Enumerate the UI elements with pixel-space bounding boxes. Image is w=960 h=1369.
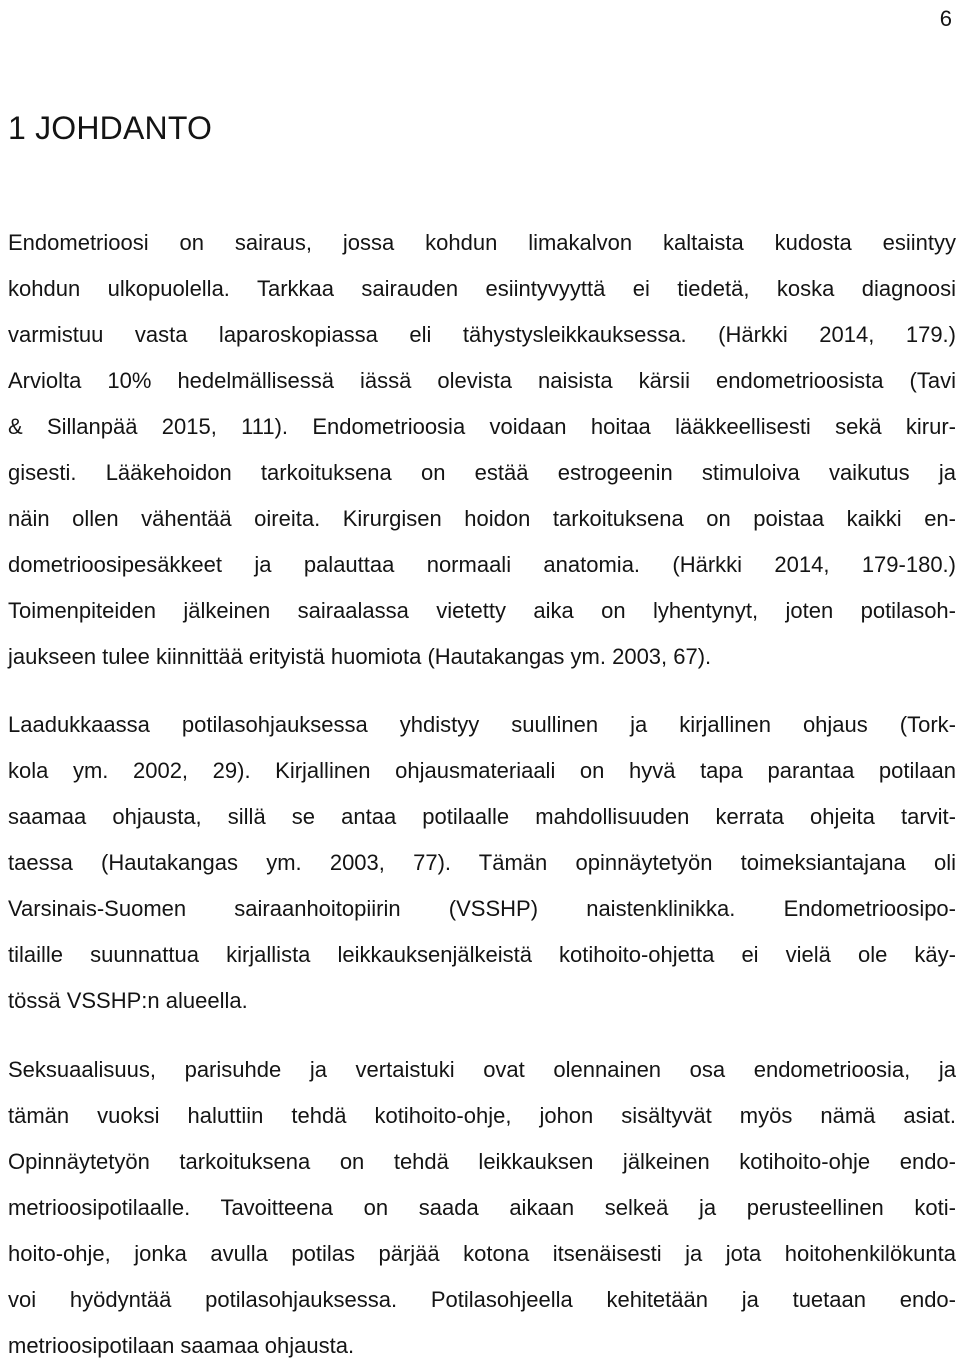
text-line: Endometrioosi on sairaus, jossa kohdun limakalvon kaltaista kudosta esiintyy — [8, 230, 956, 255]
text-line: tilaille suunnattua kirjallista leikkauksenjälkeistä kotihoito-ohjetta ei vielä ole käy- — [8, 942, 956, 967]
text-line: gisesti. Lääkehoidon tarkoituksena on estää estrogeenin stimuloiva vaikutus ja — [8, 460, 956, 485]
text-line: Laadukkaassa potilasohjauksessa yhdistyy suullinen ja kirjallinen ohjaus (Tork- — [8, 712, 956, 737]
text-line: voi hyödyntää potilasohjauksessa. Potilasohjeella kehitetään ja tuetaan endo- — [8, 1287, 956, 1312]
text-line: varmistuu vasta laparoskopiassa eli tähystysleikkauksessa. (Härkki 2014, 179.) — [8, 322, 956, 347]
paragraph-patient-guidance — [8, 702, 956, 1024]
text-line: hoito-ohje, jonka avulla potilas pärjää kotona itsenäisesti ja jota hoitohenkilökunta — [8, 1241, 956, 1266]
text-line: metrioosipotilaan saamaa ohjausta. — [8, 1333, 355, 1358]
paragraph-purpose — [8, 1047, 956, 1369]
text-line: tämän vuoksi haluttiin tehdä kotihoito-ohje, johon sisältyvät myös nämä asiat. — [8, 1103, 956, 1128]
text-line: taessa (Hautakangas ym. 2003, 77). Tämän opinnäytetyön toimeksiantajana oli — [8, 850, 956, 875]
text-line: saamaa ohjausta, sillä se antaa potilaalle mahdollisuuden kerrata ohjeita tarvit- — [8, 804, 956, 829]
text-line: metrioosipotilaalle. Tavoitteena on saada aikaan selkeä ja perusteellinen koti- — [8, 1195, 956, 1220]
page-number: 6 — [939, 6, 952, 31]
text-line: jaukseen tulee kiinnittää erityistä huomiota (Hautakangas ym. 2003, 67). — [8, 644, 712, 669]
chapter-heading: 1 JOHDANTO — [8, 110, 213, 146]
text-line: kola ym. 2002, 29). Kirjallinen ohjausmateriaali on hyvä tapa parantaa potilaan — [8, 758, 956, 783]
text-line: Seksuaalisuus, parisuhde ja vertaistuki ovat olennainen osa endometrioosia, ja — [8, 1057, 956, 1082]
text-line: tössä VSSHP:n alueella. — [8, 988, 248, 1013]
text-line: Arviolta 10% hedelmällisessä iässä olevista naisista kärsii endometrioosista (Tavi — [8, 368, 956, 393]
text-line: Opinnäytetyön tarkoituksena on tehdä leikkauksen jälkeinen kotihoito-ohje endo- — [8, 1149, 956, 1174]
text-line: näin ollen vähentää oireita. Kirurgisen hoidon tarkoituksena on poistaa kaikki en- — [8, 506, 956, 531]
paragraph-introduction — [8, 220, 956, 680]
text-line: Toimenpiteiden jälkeinen sairaalassa vietetty aika on lyhentynyt, joten potilasoh- — [8, 598, 956, 623]
text-line: kohdun ulkopuolella. Tarkkaa sairauden esiintyvyyttä ei tiedetä, koska diagnoosi — [8, 276, 956, 301]
text-line: Varsinais-Suomen sairaanhoitopiirin (VSSHP) naistenklinikka. Endometrioosipo- — [8, 896, 956, 921]
text-line: & Sillanpää 2015, 111). Endometrioosia voidaan hoitaa lääkkeellisesti sekä kirur- — [8, 414, 956, 439]
text-line: dometrioosipesäkkeet ja palauttaa normaali anatomia. (Härkki 2014, 179-180.) — [8, 552, 956, 577]
